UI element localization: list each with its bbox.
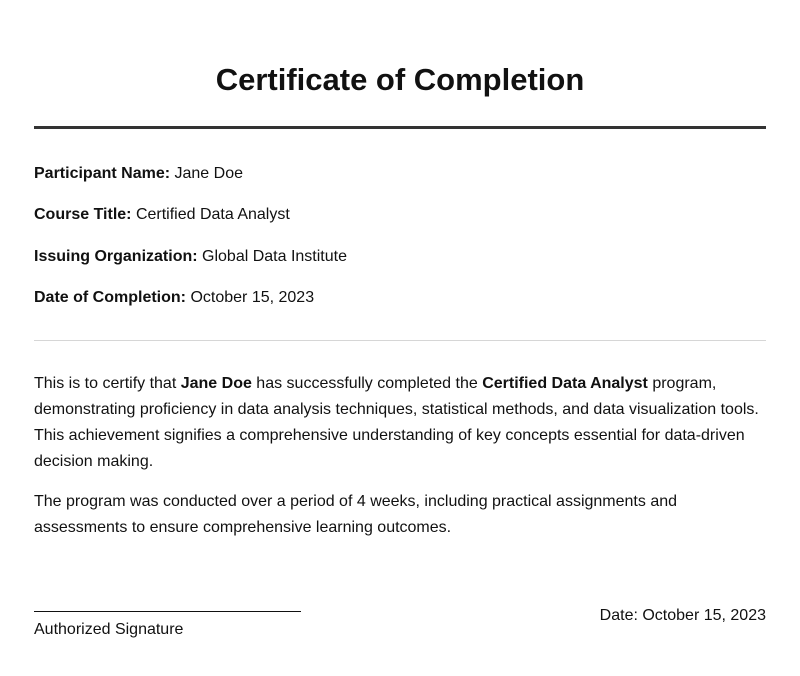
date-of-completion-label: Date of Completion: [34, 289, 186, 306]
course-title-row [34, 205, 290, 225]
paragraph-middle: has successfully completed the [251, 375, 483, 392]
participant-name-value: Jane Doe [174, 165, 243, 182]
paragraph-intro: This is to certify that [34, 375, 181, 392]
section-divider [34, 340, 766, 341]
course-title-value: Certified Data Analyst [135, 206, 290, 223]
paragraph-rest: program, demonstrating proficiency in data analysis techniques, statistical methods, and data visualization tools. This achievement signifies a comprehensive understanding of key concepts essential for data-driven decision making. [34, 375, 759, 470]
authorized-signature-label: Authorized Signature [34, 621, 184, 638]
certification-paragraph [34, 371, 774, 475]
paragraph-participant-name: Jane Doe [180, 375, 252, 392]
issuing-organization-row [34, 247, 347, 267]
program-details-paragraph: The program was conducted over a period of 4 weeks, including practical assignments and assessments to ensure comprehensive learning outcomes. [34, 493, 678, 536]
paragraph-course-name: Certified Data Analyst [482, 375, 648, 392]
issuing-organization-label: Issuing Organization: [34, 248, 198, 265]
issuing-organization-value: Global Data Institute [202, 248, 347, 265]
date-of-completion-row [34, 288, 314, 308]
title-divider [34, 126, 766, 129]
course-title-label: Course Title: [34, 206, 132, 223]
signature-line [34, 611, 301, 612]
participant-name-label: Participant Name: [34, 165, 171, 182]
certificate-title: Certificate of Completion [215, 62, 585, 97]
date-of-completion-value: October 15, 2023 [190, 289, 315, 306]
participant-name-row [34, 164, 243, 184]
signature-date: Date: October 15, 2023 [599, 607, 766, 624]
